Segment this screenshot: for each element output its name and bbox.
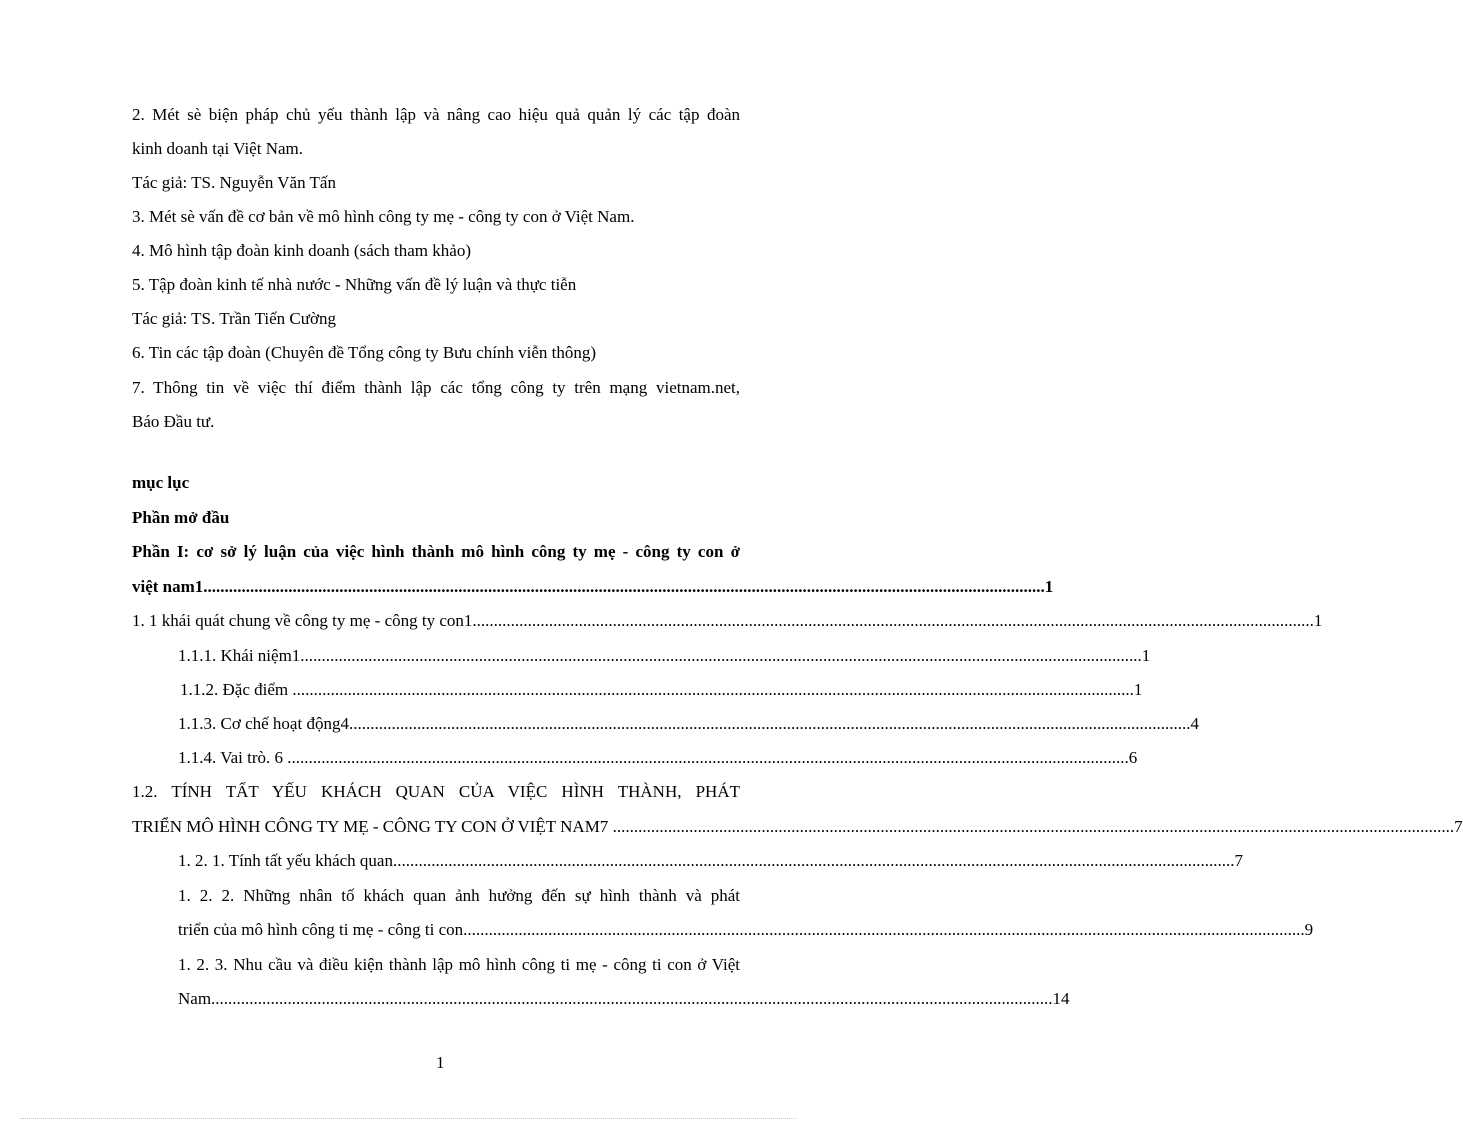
- toc-entry-title: 1.1.1. Khái niệm1: [178, 646, 301, 665]
- page-ref: 9: [1304, 920, 1314, 939]
- toc-entry-title: Nam: [178, 989, 212, 1008]
- toc-intro: Phần mở đầu: [132, 508, 230, 527]
- page-ref: 4: [1190, 714, 1199, 733]
- reference-4: 4. Mô hình tập đoàn kinh doanh (sách tham khảo): [132, 241, 471, 260]
- page-ref: 14: [1052, 989, 1070, 1008]
- page-ref: 1: [1313, 611, 1323, 630]
- toc-1-2-2-line-1: 1. 2. 2. Những nhân tố khách quan ảnh hưởng đến sự hình thành và phát: [178, 886, 740, 905]
- toc-entry-part1[interactable]: [132, 577, 1054, 597]
- toc-entry-1-2[interactable]: [132, 817, 1463, 837]
- reference-5: 5. Tập đoàn kinh tế nhà nước - Những vấn đề lý luận và thực tiễn: [132, 275, 577, 294]
- page-ref: 7: [1234, 851, 1243, 870]
- toc-entry-1-2-1[interactable]: [178, 851, 1243, 871]
- toc-part1-line-1: Phần I: cơ sở lý luận của việc hình thành mô hình công ty mẹ - công ty con ở: [132, 542, 740, 561]
- toc-entry-title: 1.1.4. Vai trò. 6: [178, 748, 283, 767]
- reference-2-line-2: kinh doanh tại Việt Nam.: [132, 139, 303, 158]
- toc-entry-title: 1.1.2. Đặc điểm: [180, 680, 289, 699]
- toc-heading: mục lục: [132, 473, 190, 492]
- leader-dots: ......................................................................................................................................................................................................: [608, 817, 1455, 836]
- toc-entry-title: 1. 1 khái quát chung về công ty mẹ - công ty con1: [132, 611, 473, 630]
- toc-entry-title: 1.1.3. Cơ chế hoạt động4: [178, 714, 349, 733]
- leader-dots: ......................................................................................................................................................................................................: [288, 680, 1134, 699]
- reference-7-line-1: 7. Thông tin về việc thí điểm thành lập các tổng công ty trên mạng vietnam.net,: [132, 378, 740, 397]
- leader-dots: ......................................................................................................................................................................................................: [348, 714, 1191, 733]
- reference-6: 6. Tin các tập đoàn (Chuyên đề Tổng công ty Bưu chính viễn thông): [132, 343, 597, 362]
- toc-1-2-line-1: 1.2. TÍNH TẤT YẾU KHÁCH QUAN CỦA VIỆC HÌNH THÀNH, PHÁT: [132, 782, 740, 801]
- leader-dots: ......................................................................................................................................................................................................: [392, 851, 1235, 870]
- toc-entry-1-1-3[interactable]: [178, 714, 1199, 734]
- toc-entry-1-1-2[interactable]: [180, 680, 1143, 700]
- page-ref: 6: [1128, 748, 1138, 767]
- toc-entry-title: TRIỂN MÔ HÌNH CÔNG TY MẸ - CÔNG TY CON Ở VIỆT NAM7: [132, 817, 609, 836]
- reference-5-author: Tác giả: TS. Trần Tiến Cường: [132, 309, 336, 328]
- toc-entry-title: việt nam1: [132, 577, 204, 596]
- toc-entry-1-2-3[interactable]: [178, 989, 1070, 1009]
- leader-dots: ......................................................................................................................................................................................................: [283, 748, 1129, 767]
- toc-entry-1-1-1[interactable]: [178, 646, 1151, 666]
- reference-3: 3. Mét sè vấn đề cơ bản về mô hình công ty mẹ - công ty con ở Việt Nam.: [132, 207, 635, 226]
- page-ref: 1: [1141, 646, 1151, 665]
- page-bottom-border: [20, 1118, 796, 1119]
- leader-dots: ......................................................................................................................................................................................................: [211, 989, 1053, 1008]
- toc-1-2-3-line-1: 1. 2. 3. Nhu cầu và điều kiện thành lập mô hình công ti mẹ - công ti con ở Việt: [178, 955, 740, 974]
- toc-entry-1-2-2[interactable]: [178, 920, 1314, 940]
- leader-dots: ......................................................................................................................................................................................................: [300, 646, 1142, 665]
- toc-entry-1-1-4[interactable]: [178, 748, 1138, 768]
- reference-2-author: Tác giả: TS. Nguyễn Văn Tấn: [132, 173, 336, 192]
- page-ref: 1: [1044, 577, 1054, 596]
- leader-dots: ......................................................................................................................................................................................................: [203, 577, 1045, 596]
- leader-dots: ......................................................................................................................................................................................................: [472, 611, 1314, 630]
- reference-2-line-1: 2. Mét sè biện pháp chủ yếu thành lập và nâng cao hiệu quả quản lý các tập đoàn: [132, 105, 740, 124]
- toc-entry-title: triển của mô hình công ti mẹ - công ti con: [178, 920, 464, 939]
- toc-entry-1-1[interactable]: [132, 611, 1323, 631]
- page-number: 1: [436, 1053, 445, 1072]
- page-ref: 7: [1454, 817, 1463, 836]
- page-ref: 1: [1133, 680, 1143, 699]
- toc-entry-title: 1. 2. 1. Tính tất yếu khách quan: [178, 851, 393, 870]
- leader-dots: ......................................................................................................................................................................................................: [463, 920, 1305, 939]
- reference-7-line-2: Báo Đầu tư.: [132, 412, 215, 431]
